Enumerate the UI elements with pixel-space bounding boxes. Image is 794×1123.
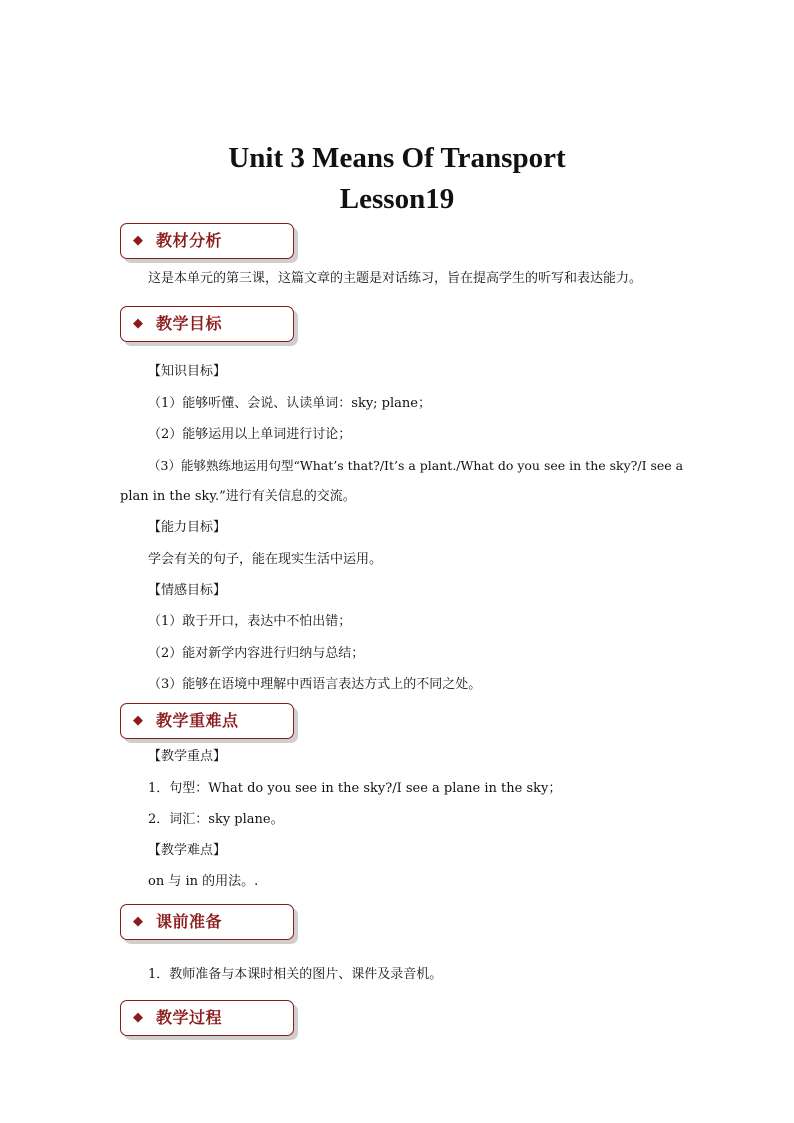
- diamond-icon: ◆: [133, 316, 143, 331]
- section-heading-objectives: [120, 306, 294, 342]
- knowledge-label: 【知识目标】: [148, 364, 227, 379]
- diamond-icon: ◆: [133, 914, 143, 929]
- section-heading-key-points: [120, 703, 294, 739]
- diamond-icon: ◆: [133, 233, 143, 248]
- diamond-icon: ◆: [133, 1010, 143, 1025]
- knowledge-item-3-cont: plan in the sky.”进行有关信息的交流。: [120, 489, 356, 504]
- section-heading-preparation: [120, 904, 294, 940]
- section-heading-analysis: [120, 223, 294, 259]
- emotion-item-3: （3）能够在语境中理解中西语言表达方式上的不同之处。: [148, 677, 482, 692]
- section-heading-label: 教学重难点: [156, 711, 239, 730]
- emotion-item-1: （1）敢于开口，表达中不怕出错；: [148, 614, 352, 629]
- emotion-label: 【情感目标】: [148, 583, 227, 598]
- knowledge-item-1: （1）能够听懂、会说、认读单词：sky; plane；: [148, 396, 431, 411]
- diamond-icon: ◆: [133, 713, 143, 728]
- difficult-label: 【教学难点】: [148, 843, 227, 858]
- preparation-item-1: 1．教师准备与本课时相关的图片、课件及录音机。: [148, 967, 443, 982]
- section-heading-label: 教材分析: [156, 231, 223, 250]
- section-heading-label: 课前准备: [156, 912, 223, 931]
- key-item-1: 1．句型：What do you see in the sky?/I see a plane in the sky；: [148, 781, 562, 796]
- analysis-text: 这是本单元的第三课，这篇文章的主题是对话练习，旨在提高学生的听写和表达能力。: [148, 271, 643, 286]
- knowledge-item-2: （2）能够运用以上单词进行讨论；: [148, 427, 352, 442]
- ability-label: 【能力目标】: [148, 520, 227, 535]
- section-heading-label: 教学过程: [156, 1008, 223, 1027]
- section-heading-label: 教学目标: [156, 314, 223, 333]
- document-title: Unit 3 Means Of Transport: [228, 142, 566, 174]
- key-label: 【教学重点】: [148, 749, 227, 764]
- section-heading-process: [120, 1000, 294, 1036]
- emotion-item-2: （2）能对新学内容进行归纳与总结；: [148, 646, 365, 661]
- ability-text: 学会有关的句子，能在现实生活中运用。: [148, 552, 383, 567]
- knowledge-item-3: （3）能够熟练地运用句型“What’s that?/It’s a plant./What do you see in the sky?/I see a: [148, 458, 684, 473]
- difficult-text: on 与 in 的用法。.: [148, 874, 259, 889]
- document-subtitle: Lesson19: [339, 183, 455, 215]
- key-item-2: 2．词汇：sky plane。: [148, 812, 284, 827]
